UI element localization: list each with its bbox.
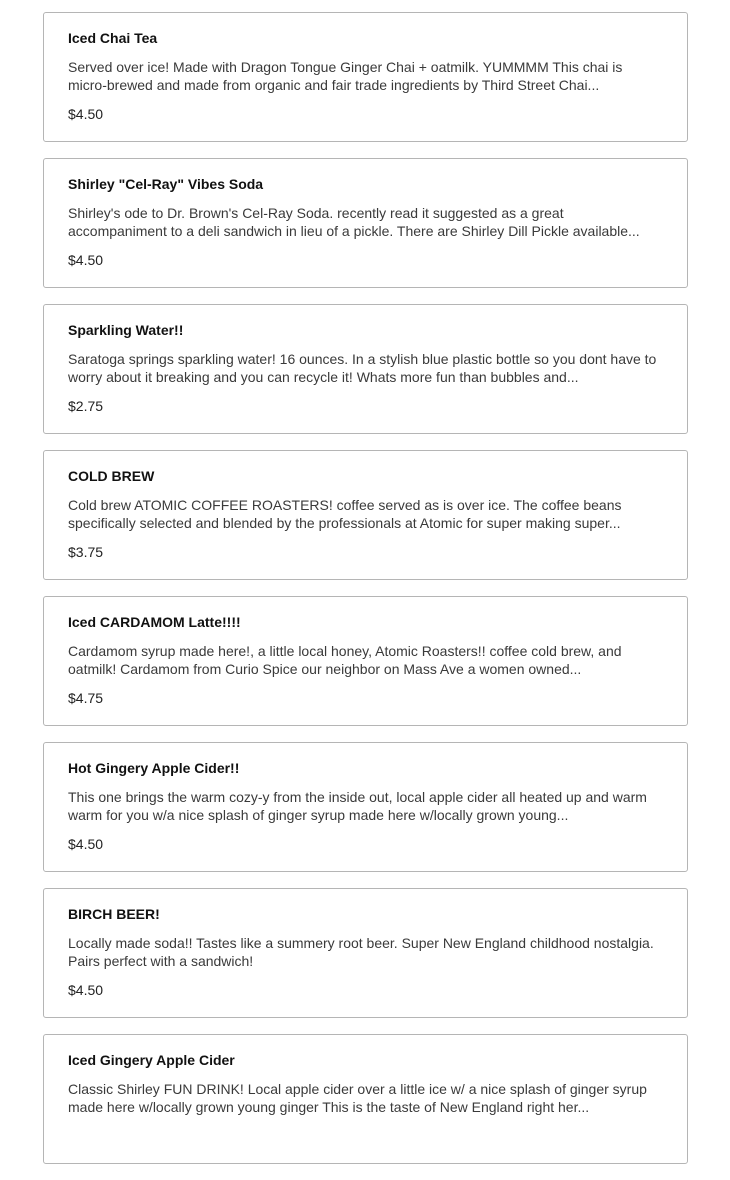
menu-item-card[interactable] — [43, 596, 688, 726]
menu-item-price: $4.50 — [68, 252, 104, 268]
menu-item-price: $4.50 — [68, 982, 104, 998]
menu-item-description: Served over ice! Made with Dragon Tongue Ginger Chai + oatmilk. YUMMMM This chai is micro-brewed and made from organic and fair trade ingredients by Third Street Chai... — [68, 59, 623, 93]
menu-item-card[interactable] — [43, 1034, 688, 1164]
menu-item-price: $4.50 — [68, 836, 104, 852]
menu-item-description: Saratoga springs sparkling water! 16 ounces. In a stylish blue plastic bottle so you dont have to worry about it breaking and you can recycle it! Whats more fun than bubbles and... — [68, 351, 657, 385]
menu-item-card[interactable] — [43, 888, 688, 1018]
menu-item-list — [43, 12, 688, 1180]
menu-item-description: Cold brew ATOMIC COFFEE ROASTERS! coffee served as is over ice. The coffee beans specifically selected and blended by the professionals at Atomic for super making super... — [68, 497, 622, 531]
menu-item-description: Cardamom syrup made here!, a little local honey, Atomic Roasters!! coffee cold brew, and oatmilk! Cardamom from Curio Spice our neighbor on Mass Ave a women owned... — [68, 643, 622, 677]
menu-item-price: $3.75 — [68, 544, 104, 560]
menu-item-card[interactable] — [43, 304, 688, 434]
menu-item-card[interactable] — [43, 742, 688, 872]
menu-item-description: Locally made soda!! Tastes like a summery root beer. Super New England childhood nostalgia. Pairs perfect with a sandwich! — [68, 935, 654, 969]
menu-item-name: Iced CARDAMOM Latte!!!! — [68, 614, 241, 630]
menu-item-name: BIRCH BEER! — [68, 906, 160, 922]
menu-item-price: $4.50 — [68, 106, 104, 122]
menu-item-name: Iced Gingery Apple Cider — [68, 1052, 235, 1068]
menu-item-description: This one brings the warm cozy-y from the inside out, local apple cider all heated up and warm warm for you w/a nice splash of ginger syrup made here w/locally grown young... — [68, 789, 647, 823]
menu-item-card[interactable] — [43, 158, 688, 288]
menu-item-name: Hot Gingery Apple Cider!! — [68, 760, 240, 776]
menu-item-price: $4.75 — [68, 690, 104, 706]
menu-item-description: Shirley's ode to Dr. Brown's Cel-Ray Soda. recently read it suggested as a great accompaniment to a deli sandwich in lieu of a pickle. There are Shirley Dill Pickle available... — [68, 205, 640, 239]
menu-item-name: COLD BREW — [68, 468, 155, 484]
menu-item-name: Iced Chai Tea — [68, 30, 158, 46]
menu-item-name: Shirley "Cel-Ray" Vibes Soda — [68, 176, 264, 192]
menu-item-description: Classic Shirley FUN DRINK! Local apple cider over a little ice w/ a nice splash of ginger syrup made here w/locally grown young ginger This is the taste of New England right her... — [68, 1081, 647, 1115]
menu-item-price: $2.75 — [68, 398, 104, 414]
menu-item-card[interactable] — [43, 12, 688, 142]
menu-item-name: Sparkling Water!! — [68, 322, 184, 338]
menu-item-card[interactable] — [43, 450, 688, 580]
